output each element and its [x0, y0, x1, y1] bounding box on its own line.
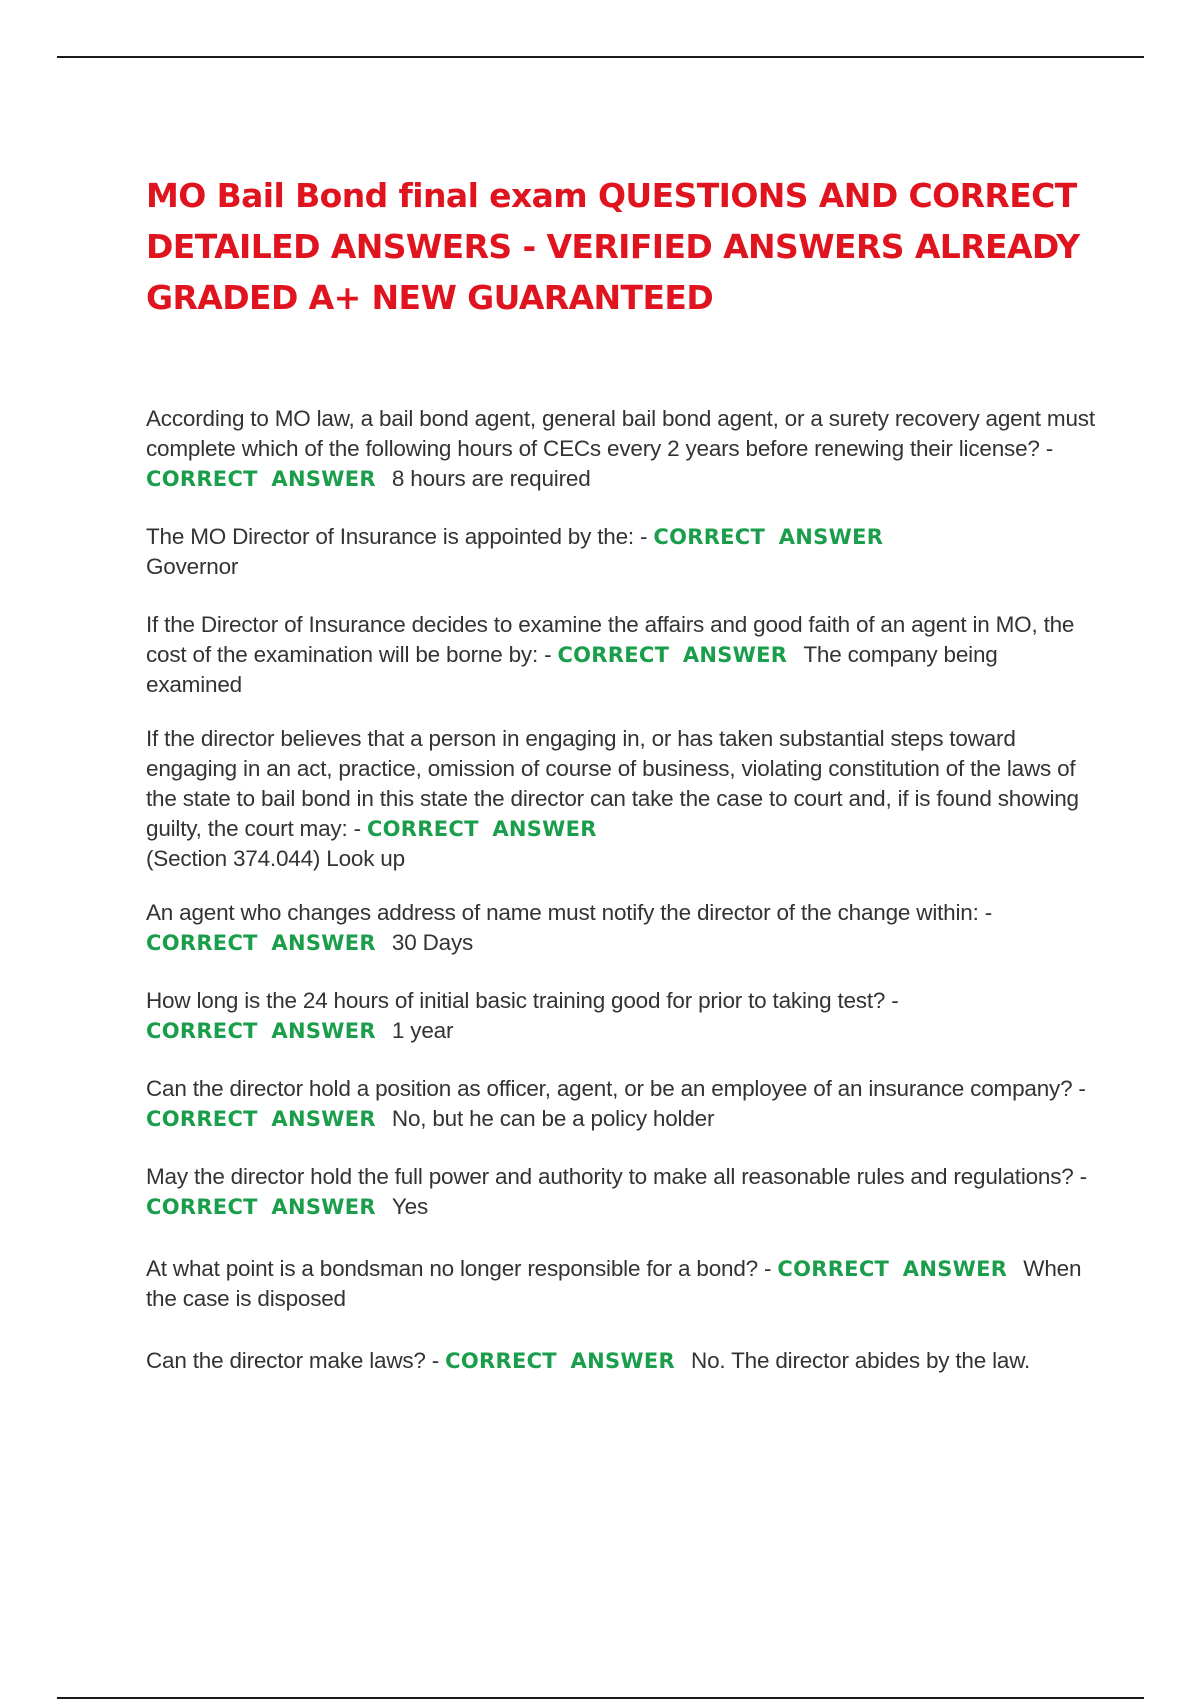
- qa-item: [146, 1162, 1096, 1222]
- question-text: If the Director of Insurance decides to examine the affairs and good faith of an agent in MO, the cost of the examination will be borne by: -: [146, 612, 1075, 667]
- answer-text: 30 Days: [391, 930, 474, 955]
- correct-answer-label: CORRECT ANSWER: [653, 525, 884, 549]
- qa-item: [146, 1254, 1096, 1314]
- bottom-rule: [57, 1697, 1144, 1699]
- question-text: Can the director hold a position as officer, agent, or be an employee of an insurance company? -: [146, 1076, 1086, 1101]
- qa-item: [146, 1074, 1096, 1134]
- question-text: According to MO law, a bail bond agent, general bail bond agent, or a surety recovery agent must complete which of the following hours of CECs every 2 years before renewing their license? -: [146, 406, 1095, 461]
- qa-item: [146, 1346, 1096, 1376]
- document-title: MO Bail Bond final exam QUESTIONS AND CORRECT DETAILED ANSWERS - VERIFIED ANSWERS ALREADY GRADED A+ NEW GUARANTEED: [146, 176, 1080, 318]
- qa-item: [146, 898, 1096, 958]
- qa-item: [146, 404, 1096, 494]
- question-text: An agent who changes address of name must notify the director of the change within: -: [146, 900, 992, 925]
- answer-text: Governor: [146, 554, 239, 579]
- question-text: At what point is a bondsman no longer responsible for a bond? -: [146, 1256, 772, 1281]
- answer-text: When the case is disposed: [146, 1256, 1082, 1311]
- qa-item: [146, 522, 1096, 582]
- question-text: May the director hold the full power and authority to make all reasonable rules and regulations? -: [146, 1164, 1087, 1189]
- qa-item: [146, 724, 1096, 874]
- correct-answer-label: CORRECT ANSWER: [146, 467, 376, 491]
- correct-answer-label: CORRECT ANSWER: [146, 1195, 376, 1219]
- question-text: Can the director make laws? -: [146, 1348, 440, 1373]
- answer-text: 1 year: [391, 1018, 454, 1043]
- correct-answer-label: CORRECT ANSWER: [146, 1107, 376, 1131]
- correct-answer-label: CORRECT ANSWER: [146, 931, 376, 955]
- correct-answer-label: CORRECT ANSWER: [366, 817, 597, 841]
- answer-text: (Section 374.044) Look up: [146, 846, 405, 871]
- question-text: If the director believes that a person in engaging in, or has taken substantial steps toward engaging in an act, practice, omission of course of business, violating constitution of the laws of the state to bail bond in this state the director can take the case to court and, if is found showing guilty, the court may: -: [146, 726, 1079, 841]
- answer-text: Yes: [391, 1194, 429, 1219]
- answer-text: No, but he can be a policy holder: [391, 1106, 715, 1131]
- qa-item: [146, 986, 1096, 1046]
- correct-answer-label: CORRECT ANSWER: [445, 1349, 675, 1373]
- correct-answer-label: CORRECT ANSWER: [146, 1019, 376, 1043]
- correct-answer-label: CORRECT ANSWER: [557, 643, 788, 667]
- correct-answer-label: CORRECT ANSWER: [777, 1257, 1008, 1281]
- answer-text: 8 hours are required: [391, 466, 591, 491]
- answer-text: No. The director abides by the law.: [691, 1348, 1031, 1373]
- qa-list: [146, 404, 1096, 1376]
- question-text: The MO Director of Insurance is appointed by the: -: [146, 524, 648, 549]
- qa-item: [146, 610, 1096, 700]
- answer-text: The company being examined: [146, 642, 998, 697]
- question-text: How long is the 24 hours of initial basic training good for prior to taking test? -: [146, 988, 899, 1013]
- top-rule: [57, 56, 1144, 58]
